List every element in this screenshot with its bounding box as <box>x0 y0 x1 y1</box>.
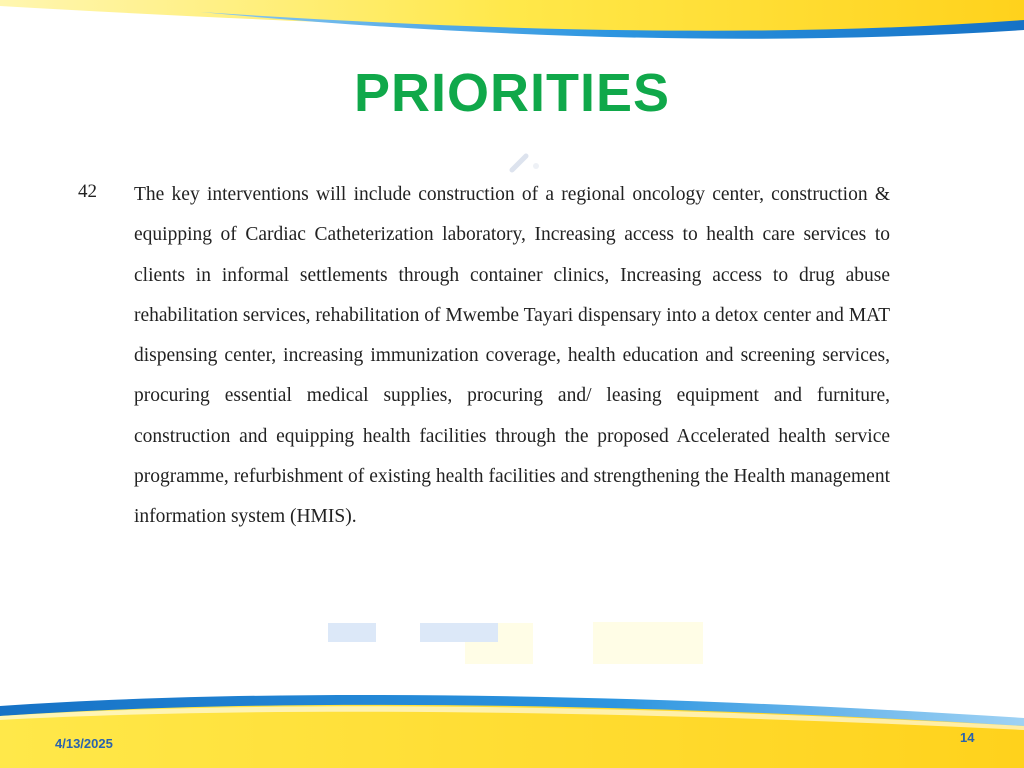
highlight-block <box>593 622 703 664</box>
page-number: 14 <box>960 730 975 745</box>
paragraph-text: The key interventions will include construction of a regional oncology center, construction & equipping of Cardiac Catheterization laboratory, Increasing access to health care services to clients in informal settlements through container clinics, Increasing access to drug abuse rehabilitation services, rehabilitation of Mwembe Tayari dispensary into a detox center and MAT dispensing center, increasing immunization coverage, health education and screening services, procuring essential medical supplies, procuring and/ leasing equipment and furniture, construction and equipping health facilities through the proposed Accelerated health service programme, refurbishment of existing health facilities and strengthening the Health management information system (HMIS). <box>134 184 890 528</box>
footer-date: 4/13/2025 <box>55 736 113 751</box>
scan-artifact-mark <box>508 150 548 174</box>
paragraph-number: 42 <box>78 181 97 202</box>
top-wave-decoration <box>0 0 1024 60</box>
highlight-block <box>420 623 498 642</box>
slide-title: PRIORITIES <box>353 63 671 123</box>
highlight-block <box>498 623 533 642</box>
highlight-block <box>465 642 533 664</box>
bottom-wave-decoration <box>0 690 1024 768</box>
highlight-block <box>328 623 376 642</box>
